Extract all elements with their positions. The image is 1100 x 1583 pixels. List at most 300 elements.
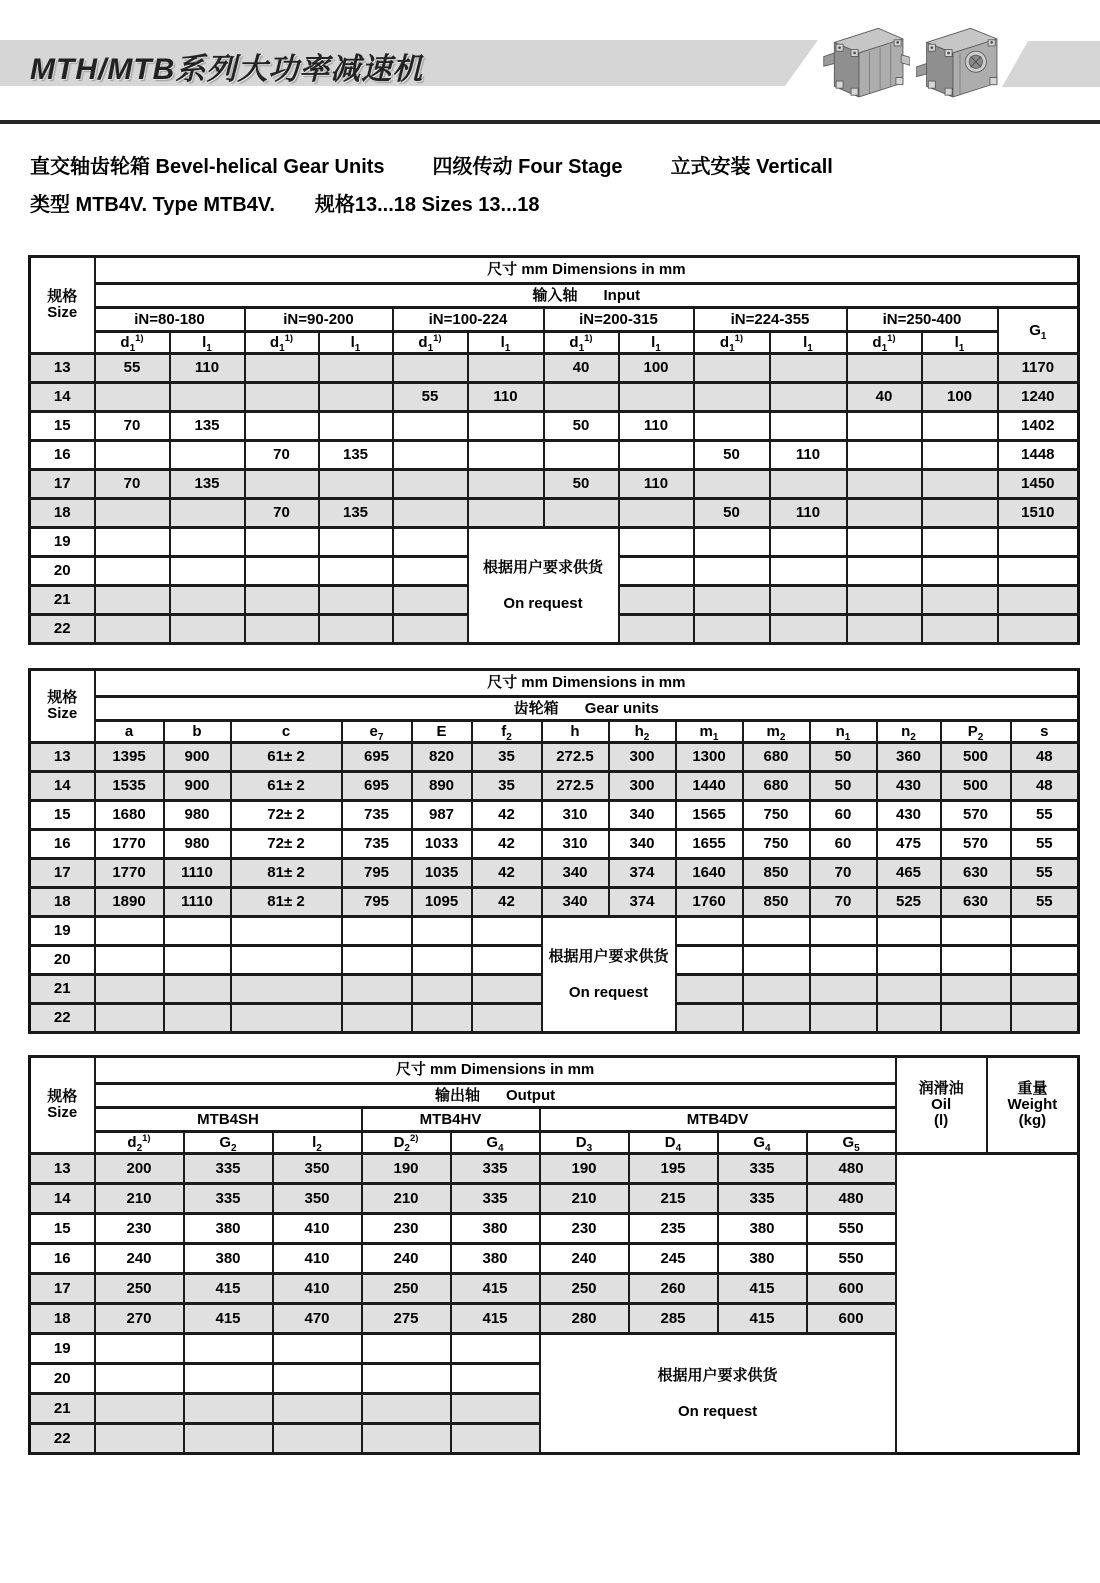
table-cell: 110: [770, 499, 847, 528]
column-header: $P_2$: [941, 721, 1011, 743]
table-row: [30, 1057, 1079, 1084]
table-cell: [877, 917, 941, 946]
table-cell: [170, 528, 245, 557]
subtitle-line-2: [30, 188, 539, 217]
table-cell: 335: [451, 1184, 540, 1214]
table-cell: [451, 1334, 540, 1364]
column-header: $G_4$: [718, 1132, 807, 1154]
table-cell: [770, 383, 847, 412]
in-ratio-range-header: iN=80-180: [95, 308, 245, 332]
size-row-13: [30, 1154, 1079, 1184]
row-size-label: 18: [30, 1304, 95, 1334]
table-cell: 335: [451, 1154, 540, 1184]
table-row: [30, 697, 1079, 721]
table-cell: 100: [619, 354, 694, 383]
table-cell: [770, 470, 847, 499]
table-cell: [847, 441, 922, 470]
table-cell: [170, 615, 245, 644]
column-header: a: [95, 721, 164, 743]
table-cell: [184, 1334, 273, 1364]
size-row-15: [30, 412, 1079, 441]
row-size-label: 14: [30, 772, 95, 801]
size-row-16: [30, 1244, 1079, 1274]
table-cell: [95, 1004, 164, 1033]
size-row-13: [30, 743, 1079, 772]
column-header: $d_1^{1)}$: [245, 332, 319, 354]
table-cell: 1448: [998, 441, 1079, 470]
table-cell: [273, 1364, 362, 1394]
table-cell: 72± 2: [231, 830, 342, 859]
table-cell: 230: [95, 1214, 184, 1244]
row-size-label: 20: [30, 1364, 95, 1394]
table-cell: 735: [342, 830, 412, 859]
table-cell: 210: [540, 1184, 629, 1214]
on-request-text-zh: 根据用户要求供货: [482, 558, 603, 576]
table-cell: [245, 528, 319, 557]
table-cell: 61± 2: [231, 743, 342, 772]
column-header: $D_2^{2)}$: [362, 1132, 451, 1154]
table-cell: [847, 499, 922, 528]
on-request-note: [542, 917, 676, 1033]
table-cell: [998, 615, 1079, 644]
table-cell: 525: [877, 888, 941, 917]
dimensions-header: 尺寸 mm Dimensions in mm: [95, 257, 1079, 284]
table-cell: 1890: [95, 888, 164, 917]
table-cell: 410: [273, 1244, 362, 1274]
table-cell: [619, 528, 694, 557]
table-cell: 335: [184, 1184, 273, 1214]
column-header: $d_1^{1)}$: [393, 332, 468, 354]
table-cell: 695: [342, 772, 412, 801]
gear-units-section-header: 齿轮箱 Gear units: [95, 697, 1079, 721]
input-shaft-dimensions-table: [28, 255, 1080, 645]
table-cell: 1770: [95, 859, 164, 888]
table-row: [30, 332, 1079, 354]
table-cell: [810, 1004, 877, 1033]
header-divider: [0, 120, 1100, 124]
table-cell: [393, 557, 468, 586]
row-size-label: 19: [30, 917, 95, 946]
page-title: MTH/MTB系列大功率减速机: [30, 53, 424, 86]
table-cell: 275: [362, 1304, 451, 1334]
table-cell: 374: [609, 888, 676, 917]
table-cell: 60: [810, 801, 877, 830]
table-cell: [245, 557, 319, 586]
table-cell: 374: [609, 859, 676, 888]
table-cell: 350: [273, 1154, 362, 1184]
on-request-text-en: On request: [677, 1402, 758, 1420]
table-cell: [770, 557, 847, 586]
table-cell: 1402: [998, 412, 1079, 441]
table-cell: 280: [540, 1304, 629, 1334]
table-cell: [676, 975, 743, 1004]
on-request-text-zh: 根据用户要求供货: [657, 1366, 778, 1384]
table-cell: [676, 1004, 743, 1033]
table-cell: 900: [164, 743, 231, 772]
table-cell: 430: [877, 801, 941, 830]
table-cell: 1510: [998, 499, 1079, 528]
size-column-header: 规格 Size: [30, 670, 95, 743]
table-cell: 110: [619, 412, 694, 441]
table-cell: 820: [412, 743, 472, 772]
table-cell: 195: [629, 1154, 718, 1184]
table-cell: 190: [362, 1154, 451, 1184]
table-cell: [164, 917, 231, 946]
column-header: b: [164, 721, 231, 743]
table-cell: [319, 354, 393, 383]
table-cell: 410: [273, 1214, 362, 1244]
table-cell: 55: [1011, 801, 1079, 830]
size-row-18: [30, 499, 1079, 528]
table-cell: 465: [877, 859, 941, 888]
column-header: $D_3$: [540, 1132, 629, 1154]
table-cell: [95, 917, 164, 946]
table-cell: 70: [95, 412, 170, 441]
table-cell: [245, 586, 319, 615]
table-cell: 795: [342, 859, 412, 888]
row-size-label: 14: [30, 383, 95, 412]
table-cell: [95, 975, 164, 1004]
table-cell: [362, 1334, 451, 1364]
table-cell: 1300: [676, 743, 743, 772]
table-cell: 380: [184, 1214, 273, 1244]
table-cell: [810, 946, 877, 975]
table-cell: 35: [472, 772, 542, 801]
output-section-header: 输出轴 Output: [95, 1084, 896, 1108]
table-cell: [743, 946, 810, 975]
table-cell: 415: [184, 1274, 273, 1304]
table-cell: [412, 917, 472, 946]
size-row-19: [30, 1334, 1079, 1364]
table-cell: [810, 917, 877, 946]
table-cell: 110: [468, 383, 544, 412]
table-cell: 900: [164, 772, 231, 801]
in-ratio-range-header: iN=224-355: [694, 308, 847, 332]
table-cell: [1011, 1004, 1079, 1033]
on-request-note: [468, 528, 619, 644]
table-cell: [743, 917, 810, 946]
table-cell: [393, 470, 468, 499]
table-cell: 340: [609, 830, 676, 859]
table-cell: [770, 528, 847, 557]
table-cell: [468, 499, 544, 528]
column-header: $m_2$: [743, 721, 810, 743]
table-cell: [164, 946, 231, 975]
size-row-19: [30, 528, 1079, 557]
table-cell: 55: [1011, 888, 1079, 917]
g1-column-header: $G_1$: [998, 308, 1079, 354]
table-cell: [922, 441, 998, 470]
table-cell: [619, 383, 694, 412]
table-cell: [941, 1004, 1011, 1033]
table-cell: [1011, 975, 1079, 1004]
table-cell: 500: [941, 743, 1011, 772]
table-cell: 42: [472, 801, 542, 830]
table-cell: [544, 383, 619, 412]
table-cell: 600: [807, 1274, 896, 1304]
table-cell: 55: [1011, 859, 1079, 888]
table-cell: 1395: [95, 743, 164, 772]
table-cell: 60: [810, 830, 877, 859]
row-size-label: 21: [30, 975, 95, 1004]
column-header: $D_4$: [629, 1132, 718, 1154]
model-group-header: MTB4HV: [362, 1108, 540, 1132]
table-cell: 110: [770, 441, 847, 470]
table-cell: [95, 946, 164, 975]
table-cell: 550: [807, 1214, 896, 1244]
table-cell: 55: [393, 383, 468, 412]
size-row-14: [30, 772, 1079, 801]
table-cell: [319, 528, 393, 557]
table-cell: 735: [342, 801, 412, 830]
size-row-16: [30, 830, 1079, 859]
table-cell: 72± 2: [231, 801, 342, 830]
table-cell: 1170: [998, 354, 1079, 383]
table-cell: 110: [170, 354, 245, 383]
table-cell: [770, 354, 847, 383]
table-cell: [231, 1004, 342, 1033]
table-cell: [922, 586, 998, 615]
table-cell: 1760: [676, 888, 743, 917]
table-cell: 1110: [164, 859, 231, 888]
table-cell: [694, 383, 770, 412]
table-cell: 410: [273, 1274, 362, 1304]
oil-column-header: 润滑油 Oil (l): [896, 1057, 987, 1154]
table-cell: 1535: [95, 772, 164, 801]
row-size-label: 17: [30, 470, 95, 499]
table-cell: [393, 441, 468, 470]
row-size-label: 22: [30, 615, 95, 644]
subtitle-line-1: [30, 150, 833, 179]
table-cell: [231, 975, 342, 1004]
table-cell: [922, 499, 998, 528]
row-size-label: 21: [30, 586, 95, 615]
in-ratio-range-header: iN=250-400: [847, 308, 998, 332]
table-cell: [847, 354, 922, 383]
table-cell: 300: [609, 772, 676, 801]
table-cell: 240: [362, 1244, 451, 1274]
table-cell: 415: [451, 1304, 540, 1334]
table-cell: 480: [807, 1184, 896, 1214]
row-size-label: 18: [30, 888, 95, 917]
table-cell: [877, 975, 941, 1004]
table-cell: 980: [164, 830, 231, 859]
table-cell: 50: [810, 743, 877, 772]
table-cell: [451, 1424, 540, 1454]
column-header: $d_2^{1)}$: [95, 1132, 184, 1154]
column-header: $m_1$: [676, 721, 743, 743]
table-cell: 680: [743, 743, 810, 772]
table-cell: [342, 917, 412, 946]
table-cell: [847, 615, 922, 644]
column-header: $d_1^{1)}$: [544, 332, 619, 354]
table-cell: 70: [245, 441, 319, 470]
table-cell: [319, 412, 393, 441]
table-cell: [184, 1424, 273, 1454]
table-cell: 1450: [998, 470, 1079, 499]
table-cell: [95, 1334, 184, 1364]
table-cell: [694, 528, 770, 557]
gearbox-images: [822, 14, 1008, 106]
table-cell: [319, 383, 393, 412]
column-header: $f_2$: [472, 721, 542, 743]
table-cell: [810, 975, 877, 1004]
table-cell: [743, 1004, 810, 1033]
size-row-14: [30, 383, 1079, 412]
table-cell: [342, 946, 412, 975]
table-cell: 50: [810, 772, 877, 801]
column-header: $n_2$: [877, 721, 941, 743]
in-ratio-range-header: iN=90-200: [245, 308, 393, 332]
table-cell: [95, 441, 170, 470]
column-header: $l_1$: [468, 332, 544, 354]
table-cell: [770, 412, 847, 441]
table-cell: 630: [941, 888, 1011, 917]
size-row-15: [30, 801, 1079, 830]
row-size-label: 16: [30, 1244, 95, 1274]
table-cell: 245: [629, 1244, 718, 1274]
table-cell: [770, 586, 847, 615]
row-size-label: 20: [30, 946, 95, 975]
table-cell: [164, 975, 231, 1004]
table-cell: [95, 586, 170, 615]
table-cell: [95, 499, 170, 528]
column-header: E: [412, 721, 472, 743]
row-size-label: 13: [30, 1154, 95, 1184]
table-cell: 850: [743, 859, 810, 888]
table-cell: [95, 615, 170, 644]
table-cell: 500: [941, 772, 1011, 801]
table-cell: 570: [941, 801, 1011, 830]
table-cell: [231, 946, 342, 975]
row-size-label: 22: [30, 1004, 95, 1033]
table-cell: 42: [472, 830, 542, 859]
subtitle-sizes: 规格13...18 Sizes 13...18: [314, 194, 540, 216]
table-cell: [245, 615, 319, 644]
row-size-label: 16: [30, 441, 95, 470]
table-cell: 210: [362, 1184, 451, 1214]
table-cell: 470: [273, 1304, 362, 1334]
row-size-label: 15: [30, 1214, 95, 1244]
table-cell: [393, 615, 468, 644]
table-cell: [393, 499, 468, 528]
table-cell: 42: [472, 888, 542, 917]
dimensions-header: 尺寸 mm Dimensions in mm: [95, 1057, 896, 1084]
table-cell: 100: [922, 383, 998, 412]
row-size-label: 14: [30, 1184, 95, 1214]
table-cell: 1033: [412, 830, 472, 859]
table-cell: [941, 917, 1011, 946]
gearbox-illustration-2: [916, 14, 1004, 106]
table-cell: 340: [542, 859, 609, 888]
table-row: [30, 721, 1079, 743]
table-cell: [412, 975, 472, 1004]
table-cell: 50: [694, 441, 770, 470]
column-header: $l_1$: [922, 332, 998, 354]
table-cell: [694, 470, 770, 499]
table-cell: [468, 354, 544, 383]
table-cell: [998, 528, 1079, 557]
table-cell: 350: [273, 1184, 362, 1214]
table-cell: 750: [743, 830, 810, 859]
table-cell: [95, 557, 170, 586]
table-cell: 415: [718, 1274, 807, 1304]
size-column-header: 规格 Size: [30, 1057, 95, 1154]
table-cell: 475: [877, 830, 941, 859]
column-header: s: [1011, 721, 1079, 743]
table-cell: [393, 412, 468, 441]
table-cell: 415: [718, 1304, 807, 1334]
table-cell: 61± 2: [231, 772, 342, 801]
table-cell: [847, 528, 922, 557]
table-cell: [170, 441, 245, 470]
table-cell: 380: [451, 1214, 540, 1244]
table-cell: 1440: [676, 772, 743, 801]
table-cell: 70: [810, 859, 877, 888]
table-cell: 850: [743, 888, 810, 917]
table-cell: 210: [95, 1184, 184, 1214]
table-cell: [412, 946, 472, 975]
table-cell: 340: [609, 801, 676, 830]
in-ratio-range-header: iN=100-224: [393, 308, 544, 332]
table-cell: [342, 975, 412, 1004]
table-cell: 272.5: [542, 743, 609, 772]
output-shaft-dimensions-table: [28, 1055, 1080, 1455]
table-cell: [184, 1364, 273, 1394]
row-size-label: 13: [30, 743, 95, 772]
table-cell: [319, 470, 393, 499]
column-header: $G_5$: [807, 1132, 896, 1154]
table-cell: [1011, 946, 1079, 975]
table-cell: 380: [451, 1244, 540, 1274]
table-cell: 1035: [412, 859, 472, 888]
table-cell: 480: [807, 1154, 896, 1184]
on-request-text-zh: 根据用户要求供货: [548, 947, 669, 965]
row-size-label: 13: [30, 354, 95, 383]
table-cell: [743, 975, 810, 1004]
subtitle-type: 类型 MTB4V. Type MTB4V.: [30, 194, 275, 216]
table-cell: 240: [540, 1244, 629, 1274]
row-size-label: 17: [30, 859, 95, 888]
column-header: $d_1^{1)}$: [95, 332, 170, 354]
column-header: $G_2$: [184, 1132, 273, 1154]
column-header: $l_1$: [319, 332, 393, 354]
table-cell: [998, 586, 1079, 615]
table-cell: [170, 499, 245, 528]
table-cell: [451, 1394, 540, 1424]
column-header: c: [231, 721, 342, 743]
on-request-text-en: On request: [568, 983, 649, 1001]
table-cell: [245, 412, 319, 441]
table-cell: 550: [807, 1244, 896, 1274]
row-size-label: 19: [30, 528, 95, 557]
table-cell: [95, 528, 170, 557]
table-cell: [676, 946, 743, 975]
model-group-header: MTB4SH: [95, 1108, 362, 1132]
table-cell: 260: [629, 1274, 718, 1304]
table-cell: 1565: [676, 801, 743, 830]
table-cell: [231, 917, 342, 946]
table-cell: 600: [807, 1304, 896, 1334]
size-row-14: [30, 1184, 1079, 1214]
table-cell: 135: [319, 499, 393, 528]
table-cell: [998, 557, 1079, 586]
weight-column-header: 重量 Weight (kg): [987, 1057, 1079, 1154]
table-cell: [847, 557, 922, 586]
subtitle-gear-type: 直交轴齿轮箱 Bevel-helical Gear Units: [30, 156, 385, 178]
table-cell: [362, 1364, 451, 1394]
table-cell: 570: [941, 830, 1011, 859]
